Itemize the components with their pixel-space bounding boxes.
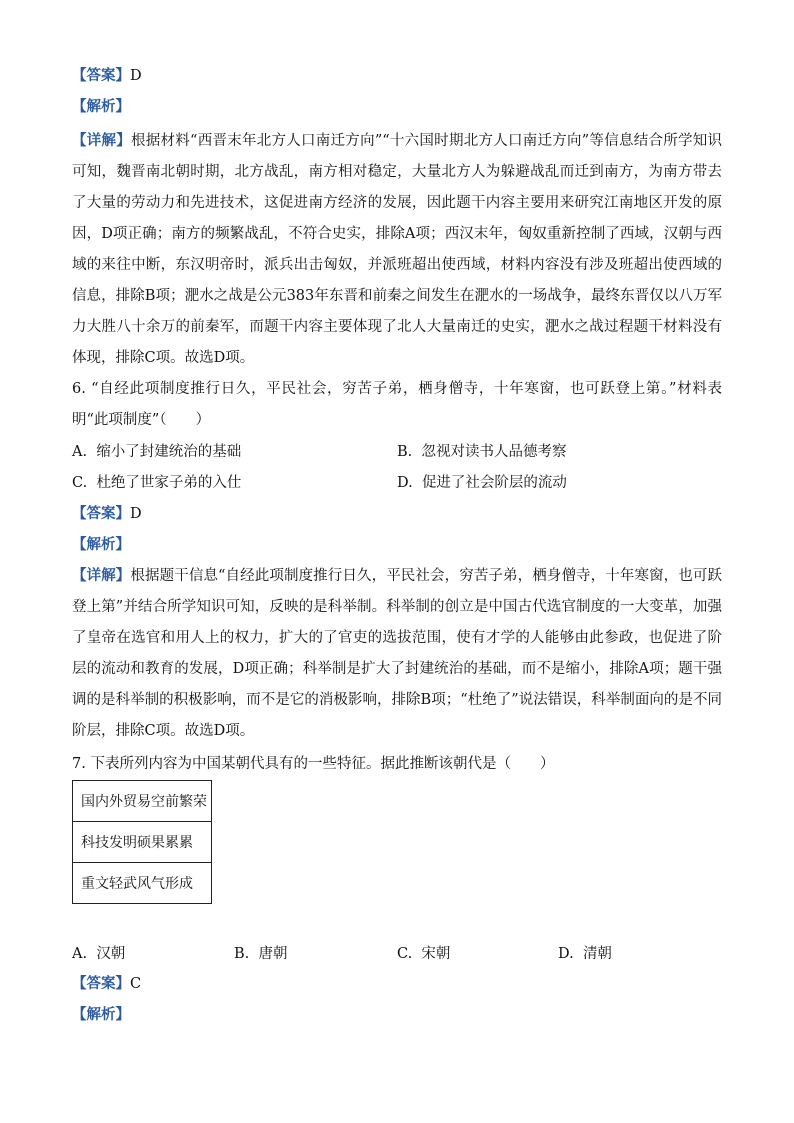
option-text: 汉朝 (96, 946, 126, 962)
answer-tag: 【答案】 (72, 67, 130, 84)
option-text: 杜绝了世家子弟的入仕 (96, 475, 242, 491)
analysis-heading: 【解析】 (72, 1006, 130, 1023)
table-cell: 重文轻武风气形成 (73, 863, 212, 904)
question-stem: 7. 下表所列内容为中国某朝代具有的一些特征。据此推断该朝代是（ ） (72, 756, 555, 772)
analysis-heading: 【解析】 (72, 536, 130, 553)
detail-tag: 【详解】 (72, 567, 131, 584)
answer-line (72, 66, 142, 86)
option-label: C. (397, 946, 413, 962)
option-label: B. (397, 444, 413, 460)
option-label: D. (397, 475, 413, 491)
answer-line (72, 504, 142, 524)
option-label: C. (72, 475, 88, 491)
option-label: A. (72, 444, 88, 460)
option-b (397, 442, 566, 462)
question-stem: 6. “自经此项制度推行日久，平民社会，穷苦子弟，栖身僧寺，十年寒窗，也可跃登上第。”材料表明“此项制度”（ ） (72, 381, 722, 428)
answer-tag: 【答案】 (72, 975, 130, 992)
option-a (72, 944, 125, 964)
analysis-heading: 【解析】 (72, 98, 130, 115)
option-text: 清朝 (582, 946, 612, 962)
answer-value: C (130, 976, 142, 992)
option-c (72, 473, 241, 493)
detail-text: 根据题干信息“自经此项制度推行日久，平民社会，穷苦子弟，栖身僧寺，十年寒窗，也可跃登上第”并结合所学知识可知，反映的是科举制。科举制的创立是中国古代选官制度的一大变革，加强了皇帝在选官和用人上的权力，扩大的了官吏的选拔范围，使有才学的人能够由此参政，也促进了阶层的流动和教育的发展，D项正确；科举制是扩大了封建统治的基础，而不是缩小，排除A项；题干强调的是科举制的积极影响，而不是它的消极影响，排除B项；“杜绝了”说法错误，科举制面向的是不同阶层，排除C项。故选D项。 (72, 568, 722, 739)
option-text: 缩小了封建统治的基础 (96, 444, 242, 460)
option-label: A. (72, 946, 88, 962)
option-a (72, 442, 241, 462)
option-d (397, 473, 567, 493)
option-c (397, 944, 450, 964)
table-cell: 科技发明硕果累累 (73, 822, 212, 863)
option-text: 宋朝 (421, 946, 451, 962)
option-label: B. (234, 946, 250, 962)
answer-value: D (130, 68, 142, 84)
option-text: 唐朝 (258, 946, 288, 962)
option-b (234, 944, 287, 964)
option-d (558, 944, 612, 964)
detail-text: 根据材料“西晋末年北方人口南迁方向”“十六国时期北方人口南迁方向”等信息结合所学知识可知，魏晋南北朝时期，北方战乱，南方相对稳定，大量北方人为躲避战乱而迁到南方，为南方带去了大量的劳动力和先进技术，这促进南方经济的发展，因此题干内容主要用来研究江南地区开发的原因，D项正确；南方的频繁战乱，不符合史实，排除A项；西汉末年，匈奴重新控制了西域，汉朝与西域的来往中断，东汉明帝时，派兵出击匈奴，并派班超出使西域，材料内容没有涉及班超出使西域的信息，排除B项；淝水之战是公元383年东晋和前秦之间发生在淝水的一场战争，最终东晋仅以八万军力大胜八十余万的前秦军，而题干内容主要体现了北人大量南迁的史实，淝水之战过程题干材料没有体现，排除C项。故选D项。 (72, 133, 722, 366)
option-text: 促进了社会阶层的流动 (421, 475, 567, 491)
detail-paragraph (72, 125, 722, 374)
detail-paragraph (72, 560, 722, 747)
answer-line (72, 974, 141, 994)
feature-table (72, 780, 212, 904)
answer-tag: 【答案】 (72, 505, 130, 522)
answer-value: D (130, 506, 142, 522)
option-label: D. (558, 946, 574, 962)
table-cell: 国内外贸易空前繁荣 (73, 781, 212, 822)
option-text: 忽视对读书人品德考察 (421, 444, 567, 460)
detail-tag: 【详解】 (72, 132, 132, 149)
